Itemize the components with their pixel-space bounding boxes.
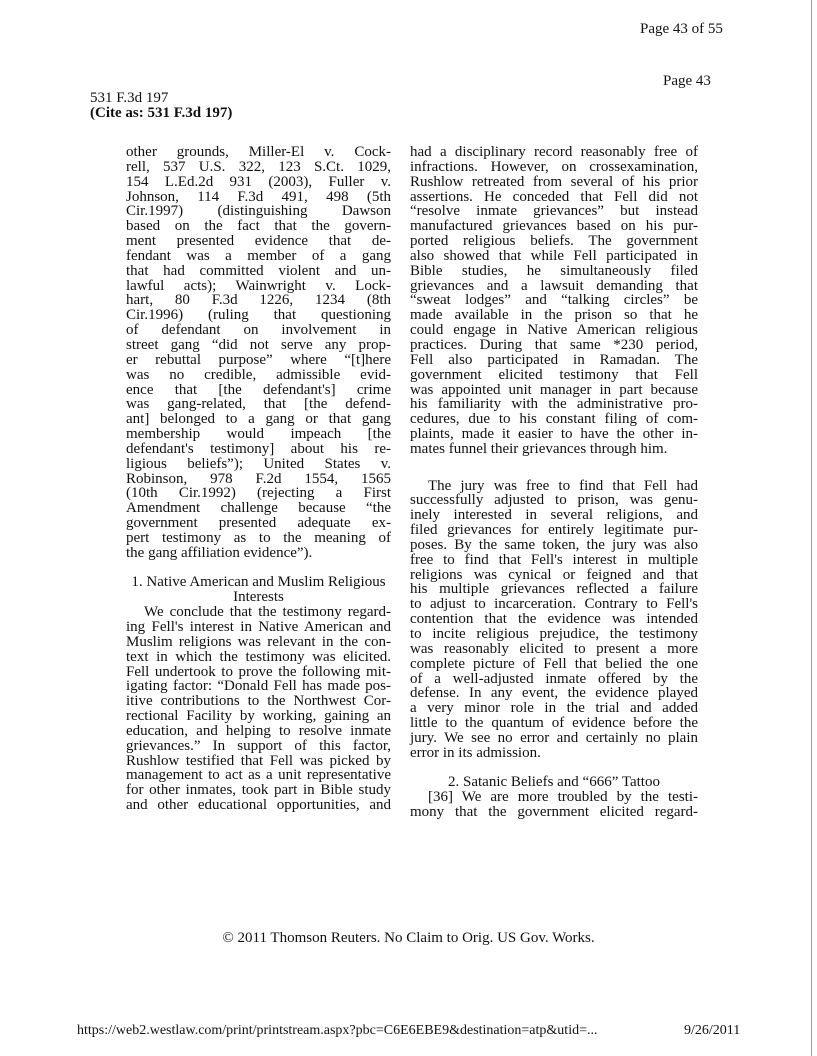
text-line: manufactured grievances based on his pur- xyxy=(410,218,698,235)
text-line: assertions. He conceded that Fell did not xyxy=(410,188,698,205)
print-date: 9/26/2011 xyxy=(684,1023,741,1038)
left-column xyxy=(126,145,391,813)
text-line: Johnson, 114 F.3d 491, 498 (5th xyxy=(126,188,391,205)
text-line: igating factor: “Donald Fell has made pos- xyxy=(126,678,391,695)
text-line: grievances and a lawsuit demanding that xyxy=(410,277,698,294)
text-line: Robinson, 978 F.2d 1554, 1565 xyxy=(126,470,391,487)
text-line: to incite religious prejudice, the testimony xyxy=(410,626,698,642)
text-line: management to act as a unit representative xyxy=(126,767,391,784)
text-line: made available in the prison so that he xyxy=(410,307,698,324)
citation: 531 F.3d 197 xyxy=(90,90,169,106)
text-line: mony that the government elicited regard- xyxy=(410,804,698,821)
text-line: mates funnel their grievances through him. xyxy=(410,440,668,457)
text-line: filed grievances for entirely legitimate pur- xyxy=(410,522,698,539)
text-line: was reasonably elicited to present a more xyxy=(410,640,698,657)
text-line: rectional Facility by working, gaining an xyxy=(126,708,391,725)
text-line: complete picture of Fell that belied the one xyxy=(410,655,698,672)
text-line: defendant's testimony] about his re- xyxy=(126,440,391,457)
text-line: 1. Native American and Muslim Religious xyxy=(131,574,386,591)
page-number: Page 43 xyxy=(663,73,711,89)
text-line: “resolve inmate grievances” but instead xyxy=(410,203,698,220)
text-line: other grounds, Miller-El v. Cock- xyxy=(126,144,391,160)
text-line: text in which the testimony was elicited. xyxy=(126,648,391,665)
text-line: Muslim religions was relevant in the con- xyxy=(126,633,391,650)
text-line: inely interested in several religions, and xyxy=(410,507,698,524)
text-line: “sweat lodges” and “talking circles” be xyxy=(410,292,698,309)
paragraph-testimony-36 xyxy=(410,790,698,820)
text-line: (10th Cir.1992) (rejecting a First xyxy=(126,485,391,502)
text-line: fendant was a member of a gang xyxy=(126,247,391,264)
text-line: ence that [the defendant's] crime xyxy=(126,381,391,398)
text-line: Interests xyxy=(233,589,284,606)
section-heading-satanic-beliefs: 2. Satanic Beliefs and “666” Tattoo xyxy=(448,774,660,791)
text-line: religions was cynical or feigned and that xyxy=(410,566,698,583)
text-line: education, and helping to resolve inmate xyxy=(126,722,391,739)
text-line: to adjust to incarceration. Contrary to Fell's xyxy=(410,596,698,613)
text-line: that had committed violent and un- xyxy=(126,262,391,279)
text-line: membership would impeach [the xyxy=(126,426,391,443)
text-line: government elicited testimony that Fell xyxy=(410,366,698,383)
text-line: er rebuttal purpose” where “[t]here xyxy=(126,351,391,368)
text-line: Cir.1997) (distinguishing Dawson xyxy=(126,203,391,220)
text-line: [36] We are more troubled by the testi- xyxy=(428,789,698,806)
text-line: contention that the evidence was intended xyxy=(410,611,698,628)
text-line: cedures, due to his constant filing of com- xyxy=(410,411,698,428)
text-line: infractions. However, on crossexamination, xyxy=(410,158,698,175)
text-line: hart, 80 F.3d 1226, 1234 (8th xyxy=(126,292,391,309)
text-line: ant] belonged to a gang or that gang xyxy=(126,411,391,428)
page-edge-rule xyxy=(811,0,812,1056)
text-line: had a disciplinary record reasonably free of xyxy=(410,144,698,160)
text-line: error in its admission. xyxy=(410,744,541,761)
text-line: was no credible, admissible evid- xyxy=(126,366,391,383)
text-line: We conclude that the testimony regard- xyxy=(144,604,391,621)
text-line: street gang “did not serve any prop- xyxy=(126,336,391,353)
text-line: could engage in Native American religious xyxy=(410,322,698,339)
text-line: his familiarity with the administrative pro- xyxy=(410,396,698,413)
text-line: the gang affiliation evidence”). xyxy=(126,544,313,561)
text-line: Cir.1996) (ruling that questioning xyxy=(126,307,391,324)
text-line: Amendment challenge because “the xyxy=(126,500,391,517)
text-line: was appointed unit manager in part because xyxy=(410,381,698,398)
case-citations-block xyxy=(126,145,391,561)
text-line: plaints, made it easier to have the other in- xyxy=(410,426,698,443)
text-line: Fell undertook to prove the following mit- xyxy=(126,663,391,680)
paragraph-cross-examination xyxy=(410,145,698,457)
page-count: Page 43 of 55 xyxy=(640,21,723,37)
text-line: Bible studies, he simultaneously filed xyxy=(410,262,698,279)
text-line: also showed that while Fell participated in xyxy=(410,247,698,264)
text-line: pert testimony as to the meaning of xyxy=(126,529,391,546)
paragraph-jury-finding xyxy=(410,479,698,761)
text-line: little to the quantum of evidence before the xyxy=(410,715,698,732)
text-line: Fell also participated in Ramadan. The xyxy=(410,351,698,368)
text-line: The jury was free to find that Fell had xyxy=(428,477,698,494)
text-line: for other inmates, took part in Bible study xyxy=(126,782,391,799)
section-heading-native-american-muslim xyxy=(126,575,391,605)
text-line: of a well-adjusted inmate offered by the xyxy=(410,670,698,687)
text-line: ment presented evidence that de- xyxy=(126,233,391,250)
text-line: grievances.” In support of this factor, xyxy=(126,737,391,754)
text-line: based on the fact that the govern- xyxy=(126,218,391,235)
text-line: jury. We see no error and certainly no plain xyxy=(410,729,698,746)
text-line: and other educational opportunities, and xyxy=(126,797,391,814)
text-line: rell, 537 U.S. 322, 123 S.Ct. 1029, xyxy=(126,158,391,175)
text-line: a very minor role in the trial and added xyxy=(410,700,698,717)
text-line: Rushlow retreated from several of his prior xyxy=(410,173,698,190)
text-line: defense. In any event, the evidence played xyxy=(410,685,698,702)
text-line: free to find that Fell's interest in multiple xyxy=(410,551,698,568)
text-line: ing Fell's interest in Native American and xyxy=(126,619,391,635)
text-line: his multiple grievances reflected a failure xyxy=(410,581,698,598)
paragraph-relevance xyxy=(126,605,391,813)
text-line: ported religious beliefs. The government xyxy=(410,233,698,250)
text-line: practices. During that same *230 period, xyxy=(410,336,698,353)
text-line: was gang-related, that [the defend- xyxy=(126,396,391,413)
right-column xyxy=(410,145,698,820)
text-line: lawful acts); Wainwright v. Lock- xyxy=(126,277,391,294)
text-line: 154 L.Ed.2d 931 (2003), Fuller v. xyxy=(126,173,391,190)
text-line: successfully adjusted to prison, was genu- xyxy=(410,492,698,509)
print-url: https://web2.westlaw.com/print/printstream.aspx?pbc=C6E6EBE9&destination=atp&utid=... xyxy=(77,1023,598,1038)
copyright-notice: © 2011 Thomson Reuters. No Claim to Orig. US Gov. Works. xyxy=(222,930,595,946)
text-line: itive contributions to the Northwest Cor- xyxy=(126,693,391,710)
text-line: ligious beliefs”); United States v. xyxy=(126,455,391,472)
text-line: poses. By the same token, the jury was also xyxy=(410,536,698,553)
cite-as: (Cite as: 531 F.3d 197) xyxy=(90,105,233,121)
text-line: of defendant on involvement in xyxy=(126,322,391,339)
text-line: Rushlow testified that Fell was picked by xyxy=(126,752,391,769)
text-line: government presented adequate ex- xyxy=(126,515,391,532)
